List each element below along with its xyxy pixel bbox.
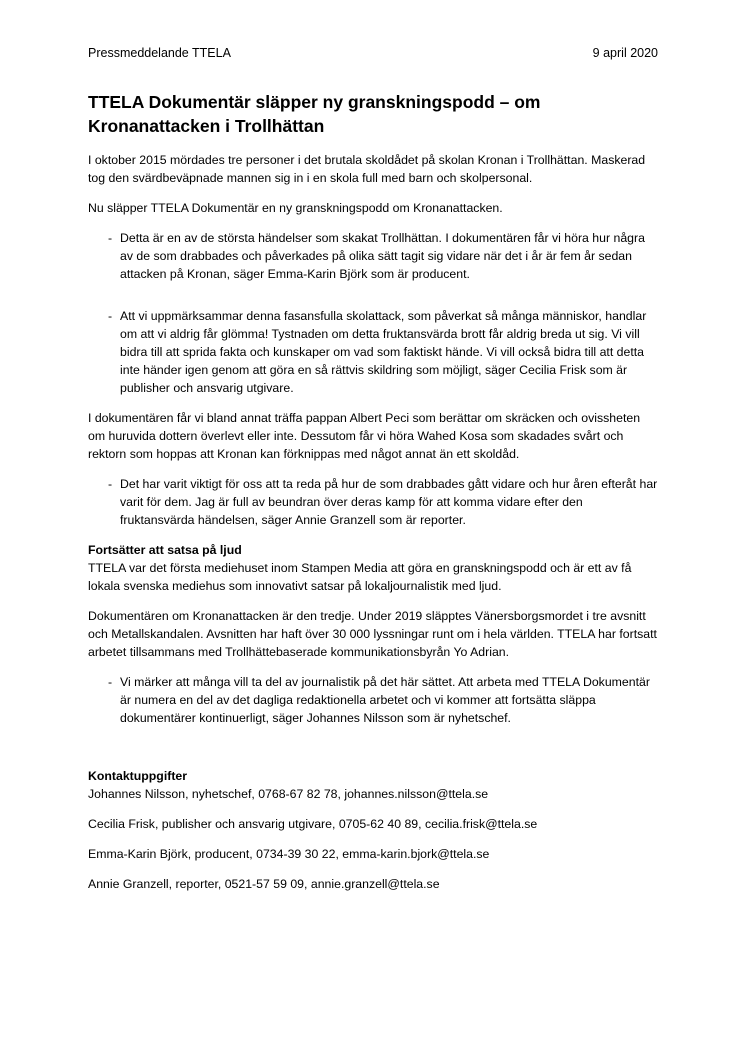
quote-text: Vi märker att många vill ta del av journalistik på det här sättet. Att arbeta med TTELA Dokumentär är numera en del av det dagliga redaktionella arbetet och vi kommer att fortsätta släppa dokumentärer kontinuerligt, säger Johannes Nilsson som är nyhetschef. bbox=[120, 675, 650, 725]
documentary-paragraph: I dokumentären får vi bland annat träffa pappan Albert Peci som berättar om skräcken och ovissheten om huruvida dottern överlevt eller inte. Dessutom får vi höra Wahed Kosa som skadades svårt och rektorn som hoppas att Kronan kan förknippas med något annat än ett skoldåd. bbox=[88, 411, 641, 461]
page-title: TTELA Dokumentär släpper ny granskningspodd – om Kronanattacken i Trollhättan bbox=[88, 92, 541, 136]
quote-producent bbox=[88, 229, 660, 283]
contacts-heading: Kontaktuppgifter bbox=[88, 769, 188, 783]
contact-line: Emma-Karin Björk, producent, 0734-39 30 22, emma-karin.bjork@ttela.se bbox=[88, 847, 490, 861]
document-date: 9 april 2020 bbox=[592, 46, 658, 60]
quote-nyhetschef bbox=[88, 673, 660, 727]
audio-paragraph: TTELA var det första mediehuset inom Stampen Media att göra en granskningspodd och är ett av få lokala svenska mediehus som innovativt satsar på lokaljournalistik med ljud. bbox=[88, 561, 632, 593]
quote-publisher bbox=[88, 307, 660, 397]
contact-line: Cecilia Frisk, publisher och ansvarig utgivare, 0705-62 40 89, cecilia.frisk@ttela.se bbox=[88, 817, 538, 831]
quote-reporter bbox=[88, 475, 660, 529]
bullet-dash: - bbox=[108, 231, 113, 245]
document-body bbox=[88, 90, 660, 905]
document-label: Pressmeddelande TTELA bbox=[88, 46, 231, 60]
series-paragraph: Dokumentären om Kronanattacken är den tredje. Under 2019 släpptes Vänersborgsmordet i tre avsnitt och Metallskandalen. Avsnitten har haft över 30 000 lyssningar runt om i hela världen. TTELA har fortsatt arbetet tillsammans med Trollhättebaserade kommunikationsbyrån Yo Adrian. bbox=[88, 609, 657, 659]
bullet-dash: - bbox=[108, 477, 113, 491]
contact-line: Johannes Nilsson, nyhetschef, 0768-67 82 78, johannes.nilsson@ttela.se bbox=[88, 787, 489, 801]
contact-line: Annie Granzell, reporter, 0521-57 59 09, annie.granzell@ttela.se bbox=[88, 877, 440, 891]
bullet-dash: - bbox=[108, 675, 113, 689]
audio-section bbox=[88, 541, 660, 595]
section-heading: Fortsätter att satsa på ljud bbox=[88, 543, 242, 557]
quote-text: Detta är en av de största händelser som skakat Trollhättan. I dokumentären får vi höra hur några av de som drabbades och påverkades på olika sätt tagit sig vidare när det i år är fem år sedan attacken på Kronan, säger Emma-Karin Björk som är producent. bbox=[120, 231, 645, 281]
announcement-paragraph: Nu släpper TTELA Dokumentär en ny granskningspodd om Kronanattacken. bbox=[88, 201, 503, 215]
bullet-dash: - bbox=[108, 309, 113, 323]
intro-paragraph: I oktober 2015 mördades tre personer i det brutala skoldådet på skolan Kronan i Trollhättan. Maskerad tog den svärdbeväpnade mannen sig in i en skola full med barn och skolpersonal. bbox=[88, 153, 646, 185]
quote-text: Det har varit viktigt för oss att ta reda på hur de som drabbades gått vidare och hur åren efteråt har varit för dem. Jag är full av beundran över deras kamp för att komma vidare efter den fruktansvärda händelsen, säger Annie Granzell som är reporter. bbox=[120, 477, 658, 527]
quote-text: Att vi uppmärksammar denna fasansfulla skolattack, som påverkat så många människor, handlar om att vi aldrig får glömma! Tystnaden om detta fruktansvärda brott får aldrig breda ut sig. Vi vill bidra till att sprida fakta och kunskaper om vad som faktiskt hände. Vi vill också bidra till att detta inte händer igen genom att göra en så rättvis skildring som möjligt, säger Cecilia Frisk som är publisher och ansvarig utgivare. bbox=[120, 309, 647, 395]
